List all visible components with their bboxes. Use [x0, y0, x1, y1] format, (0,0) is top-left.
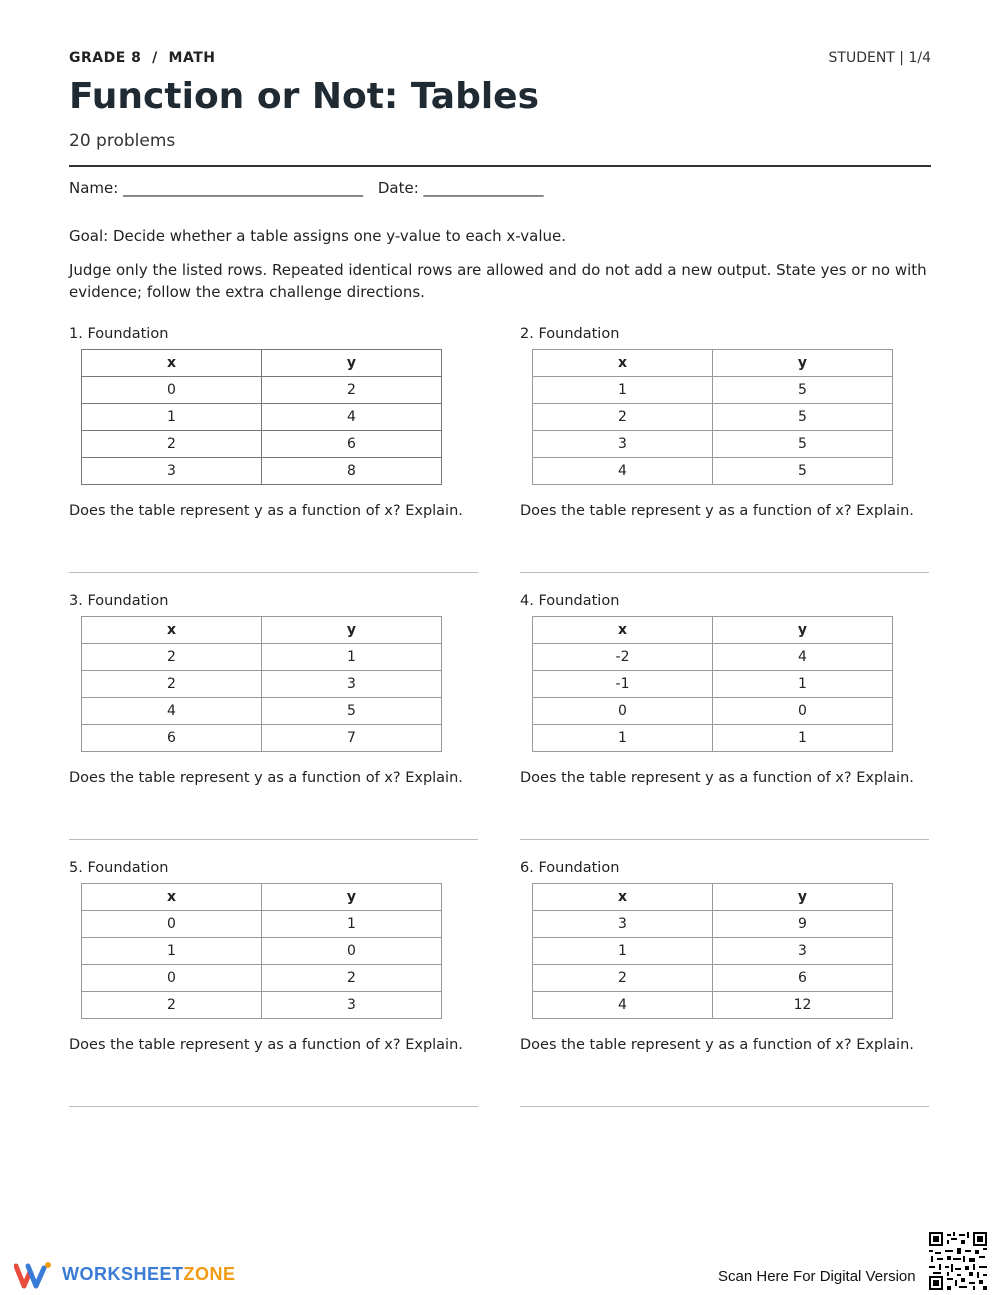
cell-y: 5 — [713, 404, 893, 431]
problem-label: 1. Foundation — [69, 326, 169, 342]
xy-table — [532, 883, 893, 1019]
cell-y: 6 — [713, 965, 893, 992]
cell-x: 0 — [82, 377, 262, 404]
column-header-x: x — [533, 350, 713, 377]
cell-x: -1 — [533, 671, 713, 698]
cell-x: 4 — [533, 992, 713, 1019]
logo-wordmark — [62, 1264, 236, 1285]
question-text: Does the table represent y as a function of x? Explain. — [520, 503, 914, 519]
grade-subject: GRADE 8 / MATH — [69, 50, 216, 66]
xy-table — [81, 883, 442, 1019]
table-row — [82, 965, 442, 992]
column-header-y: y — [713, 884, 893, 911]
cell-y: 3 — [713, 938, 893, 965]
cell-y: 5 — [713, 431, 893, 458]
answer-line[interactable] — [69, 1106, 478, 1107]
problem-card — [520, 860, 929, 1110]
table-row — [533, 404, 893, 431]
date-field[interactable]: Date: ________________ — [377, 179, 544, 197]
table-row — [82, 938, 442, 965]
cell-x: 2 — [82, 992, 262, 1019]
column-header-x: x — [82, 350, 262, 377]
cell-y: 12 — [713, 992, 893, 1019]
column-header-y: y — [262, 884, 442, 911]
xy-table — [532, 349, 893, 485]
goal-text: Goal: Decide whether a table assigns one y-value to each x-value. — [69, 227, 567, 245]
table-row — [533, 377, 893, 404]
table-row — [533, 698, 893, 725]
cell-y: 2 — [262, 377, 442, 404]
cell-x: 1 — [82, 404, 262, 431]
cell-x: 2 — [82, 671, 262, 698]
question-text: Does the table represent y as a function of x? Explain. — [520, 1037, 914, 1053]
problem-label: 2. Foundation — [520, 326, 620, 342]
page-indicator: STUDENT | 1/4 — [828, 50, 931, 66]
column-header-y: y — [262, 617, 442, 644]
table-row — [533, 911, 893, 938]
cell-y: 4 — [713, 644, 893, 671]
table-row — [82, 404, 442, 431]
table-row — [82, 644, 442, 671]
cell-y: 3 — [262, 992, 442, 1019]
table-row — [533, 671, 893, 698]
table-row — [82, 431, 442, 458]
cell-y: 4 — [262, 404, 442, 431]
column-header-x: x — [533, 884, 713, 911]
problem-card — [69, 860, 478, 1110]
cell-x: 3 — [533, 431, 713, 458]
cell-x: -2 — [533, 644, 713, 671]
column-header-y: y — [713, 617, 893, 644]
cell-x: 0 — [82, 965, 262, 992]
question-text: Does the table represent y as a function of x? Explain. — [69, 770, 463, 786]
column-header-x: x — [82, 617, 262, 644]
problem-label: 3. Foundation — [69, 593, 169, 609]
table-row — [533, 965, 893, 992]
column-header-y: y — [262, 350, 442, 377]
answer-line[interactable] — [520, 839, 929, 840]
column-header-y: y — [713, 350, 893, 377]
cell-y: 1 — [262, 911, 442, 938]
cell-y: 0 — [713, 698, 893, 725]
table-row — [533, 644, 893, 671]
table-row — [533, 992, 893, 1019]
xy-table — [81, 616, 442, 752]
cell-y: 5 — [713, 458, 893, 485]
column-header-x: x — [82, 884, 262, 911]
cell-y: 5 — [262, 698, 442, 725]
cell-y: 8 — [262, 458, 442, 485]
cell-y: 2 — [262, 965, 442, 992]
question-text: Does the table represent y as a function of x? Explain. — [69, 503, 463, 519]
table-row — [82, 698, 442, 725]
page-title: Function or Not: Tables — [69, 76, 540, 117]
problem-card — [69, 326, 478, 576]
cell-x: 1 — [533, 938, 713, 965]
cell-x: 1 — [533, 377, 713, 404]
qr-code-icon[interactable] — [929, 1232, 987, 1290]
xy-table — [532, 616, 893, 752]
question-text: Does the table represent y as a function of x? Explain. — [520, 770, 914, 786]
table-row — [82, 671, 442, 698]
table-row — [82, 458, 442, 485]
cell-x: 3 — [533, 911, 713, 938]
problem-label: 6. Foundation — [520, 860, 620, 876]
cell-y: 6 — [262, 431, 442, 458]
table-row — [82, 992, 442, 1019]
table-row — [533, 725, 893, 752]
header-divider — [69, 165, 931, 167]
cell-y: 1 — [262, 644, 442, 671]
cell-x: 4 — [82, 698, 262, 725]
table-row — [82, 377, 442, 404]
table-row — [82, 911, 442, 938]
answer-line[interactable] — [520, 1106, 929, 1107]
logo-text-part1: WORKSHEET — [62, 1264, 184, 1284]
cell-y: 1 — [713, 725, 893, 752]
cell-x: 2 — [82, 644, 262, 671]
cell-y: 9 — [713, 911, 893, 938]
cell-y: 7 — [262, 725, 442, 752]
answer-line[interactable] — [69, 839, 478, 840]
logo-text-part2: ZONE — [183, 1264, 236, 1284]
cell-x: 0 — [82, 911, 262, 938]
xy-table — [81, 349, 442, 485]
cell-x: 2 — [533, 404, 713, 431]
page-header — [69, 50, 931, 70]
table-row — [82, 725, 442, 752]
cell-x: 2 — [533, 965, 713, 992]
name-date-row — [69, 179, 554, 197]
table-row — [533, 938, 893, 965]
problem-label: 5. Foundation — [69, 860, 169, 876]
cell-y: 0 — [262, 938, 442, 965]
cell-y: 1 — [713, 671, 893, 698]
scan-caption: Scan Here For Digital Version — [718, 1268, 916, 1285]
table-row — [533, 431, 893, 458]
cell-x: 4 — [533, 458, 713, 485]
problem-label: 4. Foundation — [520, 593, 620, 609]
problem-card — [520, 593, 929, 843]
name-field[interactable]: Name: ________________________________ — [69, 179, 364, 197]
cell-y: 5 — [713, 377, 893, 404]
question-text: Does the table represent y as a function of x? Explain. — [69, 1037, 463, 1053]
column-header-x: x — [533, 617, 713, 644]
table-row — [533, 458, 893, 485]
answer-line[interactable] — [520, 572, 929, 573]
cell-x: 6 — [82, 725, 262, 752]
cell-x: 0 — [533, 698, 713, 725]
problem-count: 20 problems — [69, 131, 176, 151]
problem-card — [520, 326, 929, 576]
cell-x: 1 — [533, 725, 713, 752]
cell-x: 1 — [82, 938, 262, 965]
instructions-text: Judge only the listed rows. Repeated identical rows are allowed and do not add a new output. State yes or no with evidence; follow the extra challenge directions. — [69, 261, 927, 301]
cell-x: 2 — [82, 431, 262, 458]
answer-line[interactable] — [69, 572, 478, 573]
logo-w-icon — [14, 1260, 54, 1290]
problem-card — [69, 593, 478, 843]
cell-y: 3 — [262, 671, 442, 698]
cell-x: 3 — [82, 458, 262, 485]
